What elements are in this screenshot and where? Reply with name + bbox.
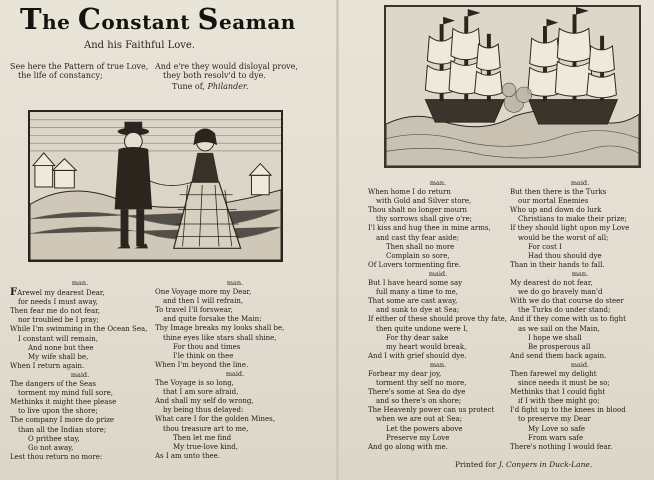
verse-line: Than in their hands to fall. (510, 260, 605, 269)
verse-line: Methinks that I could fight (510, 388, 606, 397)
verse-column-4 (510, 179, 650, 452)
verse-line: The dangers of the Seas (10, 380, 96, 389)
verse-line: Methinks it might thee please (10, 398, 117, 407)
speaker-label: maid. (70, 370, 90, 379)
verse-line: Be prosperous all (528, 342, 591, 351)
verse-line: What care I for the golden Mines, (155, 415, 275, 424)
verse-line: the Turks do under stand; (518, 306, 611, 315)
verse-line: One Voyage more my Dear, (155, 288, 252, 297)
speaker-label: man. (429, 179, 447, 187)
verse-line: and then I will refrain, (163, 297, 244, 306)
verse-line: As I am unto thee. (155, 451, 220, 460)
verse-line: But I have heard some say (368, 279, 463, 288)
verse-line: Then farewel my delight (510, 369, 597, 378)
verse-line: that I am sore afraid, (163, 388, 239, 397)
verse-line: Lest thou return no more: (10, 452, 103, 461)
verse-line: And send them back again. (510, 351, 607, 360)
verse-line: thine eyes like stars shall shine, (163, 333, 277, 342)
verse-line: and sunk to dye at Sea; (376, 306, 460, 315)
verse-line: to live upon the shore; (18, 407, 98, 416)
page-fold (336, 0, 339, 480)
verse-line: The company I more do prize (10, 416, 115, 425)
verse-line: My wife shall be, (28, 352, 89, 361)
verse-line: Go not away, (28, 443, 74, 452)
verse-line: There's some at Sea do dye (368, 388, 466, 397)
verse-line: Then fear me do not fear, (10, 307, 100, 316)
verse-line: My true-love kind, (173, 442, 238, 451)
verse-line: than all the Indian store; (18, 425, 107, 434)
verse-line: O prithee stay, (28, 434, 80, 443)
intro-verse-left: See here the Pattern of true Love, the life of constancy; (10, 62, 149, 80)
verse-line: for needs I must away, (18, 298, 98, 307)
verse-line: There's nothing I would fear. (510, 442, 613, 451)
verse-line: and quite forsake the Main; (163, 315, 262, 324)
verse-line: my heart would break, (386, 342, 467, 351)
verse-line: and so there's on shore; (376, 397, 462, 406)
verse-line: to preserve my Dear (518, 415, 591, 424)
verse-line: Thy Image breaks my looks shall be, (155, 324, 285, 333)
verse-line: When I return again. (10, 361, 85, 370)
verse-line: nor troubled be I pray; (18, 316, 99, 325)
verse-line: full many a time to me, (376, 288, 459, 297)
verse-column-3 (368, 179, 508, 452)
ships-woodcut-image (384, 5, 641, 168)
verse-line: Who up and down do lurk (510, 206, 602, 215)
ballad-subtitle: And his Faithful Love. (84, 40, 195, 51)
verse-line (10, 288, 150, 298)
verse-line: For thy dear sake (386, 333, 449, 342)
verse-line: I hope we shall (528, 333, 582, 342)
speaker-label: man. (571, 269, 589, 278)
verse-line: Christians to make their prize; (518, 215, 627, 224)
verse-line: And none but thee (28, 343, 94, 352)
verse-line: by being thus delayed: (163, 406, 244, 415)
verse-line: I'd fight up to the knees in blood (510, 406, 626, 415)
verse-line: My Love so safe (528, 424, 586, 433)
verse-line: If either of these should prove thy fate, (368, 315, 508, 324)
verse-line: we do go bravely man'd (518, 288, 603, 297)
intro-verse-right: And e're they would disloyal prove, they both resolv'd to dye. (155, 62, 298, 80)
verse-line: our mortal Enemies (518, 197, 589, 206)
verse-line: and cast thy fear aside; (376, 233, 460, 242)
verse-line: And go along with me. (368, 442, 448, 451)
verse-line: Then let me find (173, 433, 232, 442)
verse-line: For cost I (528, 242, 562, 251)
verse-line: And if they come with us to fight (510, 315, 626, 324)
speaker-label: maid. (570, 179, 590, 187)
speaker-label: man. (429, 360, 447, 369)
verse-line: I constant will remain, (18, 334, 98, 343)
verse-column-2 (155, 279, 315, 461)
verse-line: since needs it must be so; (518, 379, 610, 388)
drop-capital: F (10, 287, 18, 299)
verse-line: When I'm beyond the line. (155, 360, 249, 369)
speaker-label: man. (226, 279, 244, 287)
verse-line: with Gold and Silver store, (376, 197, 472, 206)
verse-line: thy sorrows shall give o're; (376, 215, 473, 224)
verse-line: While I'm swimming in the Ocean Sea, (10, 325, 148, 334)
speaker-label: maid. (570, 360, 590, 369)
verse-column-1 (10, 279, 150, 462)
verse-line: Complain so sore, (386, 251, 450, 260)
verse-line: I'le think on thee (173, 351, 234, 360)
speaker-label: maid. (428, 269, 448, 278)
verse-line: Of Lovers tormenting fire. (368, 260, 461, 269)
verse-line: But then there is the Turks (510, 188, 607, 197)
verse-line: torment my mind full sore, (18, 389, 113, 398)
verse-line: To travel I'll forswear, (155, 306, 233, 315)
verse-line: The Heavenly power can us protect (368, 406, 495, 415)
verse-line: when we are out at Sea; (376, 415, 463, 424)
verse-line: From wars safe (528, 433, 584, 442)
verse-line: The Voyage is so long, (155, 379, 234, 388)
verse-line: With we do that course do steer (510, 297, 624, 306)
verse-line: Thou shalt no longer mourn (368, 206, 467, 215)
verse-line: would be the worst of all; (518, 233, 609, 242)
speaker-label: maid. (225, 369, 245, 378)
speaker-label: man. (71, 279, 89, 287)
verse-line: And shall my self do wrong, (155, 397, 254, 406)
verse-line: if I with thee might go; (518, 397, 600, 406)
verse-line: I'l kiss and hug thee in mine arms, (368, 224, 491, 233)
verse-line: For thou and times (173, 342, 241, 351)
verse-line: then quite undone were I, (376, 324, 469, 333)
verse-line: torment thy self no more, (376, 379, 467, 388)
verse-line: thou treasure art to me, (163, 424, 249, 433)
verse-line: as we sail on the Main, (518, 324, 600, 333)
verse-line: My dearest do not fear, (510, 279, 593, 288)
verse-line: Forbear my dear joy, (368, 369, 442, 378)
verse-line: When home I do return (368, 188, 451, 197)
verse-line: Let the powers above (386, 424, 463, 433)
verse-line: If they should light upon my Love (510, 224, 630, 233)
verse-line: That some are cast away, (368, 297, 458, 306)
tune-line: Tune of, Philander. (172, 82, 249, 91)
verse-line: Preserve my Love (386, 433, 450, 442)
printer-imprint: Printed for J. Conyers in Duck-Lane. (455, 460, 593, 469)
verse-line-text: Arewel my dearest Dear, (17, 289, 105, 298)
verse-line: Then shall no more (386, 242, 455, 251)
verse-line: Had thou should dye (528, 251, 602, 260)
verse-line: And I with grief should dye. (368, 351, 467, 360)
couple-woodcut-image (28, 110, 283, 262)
ballad-title: The Constant Seaman (20, 2, 296, 36)
